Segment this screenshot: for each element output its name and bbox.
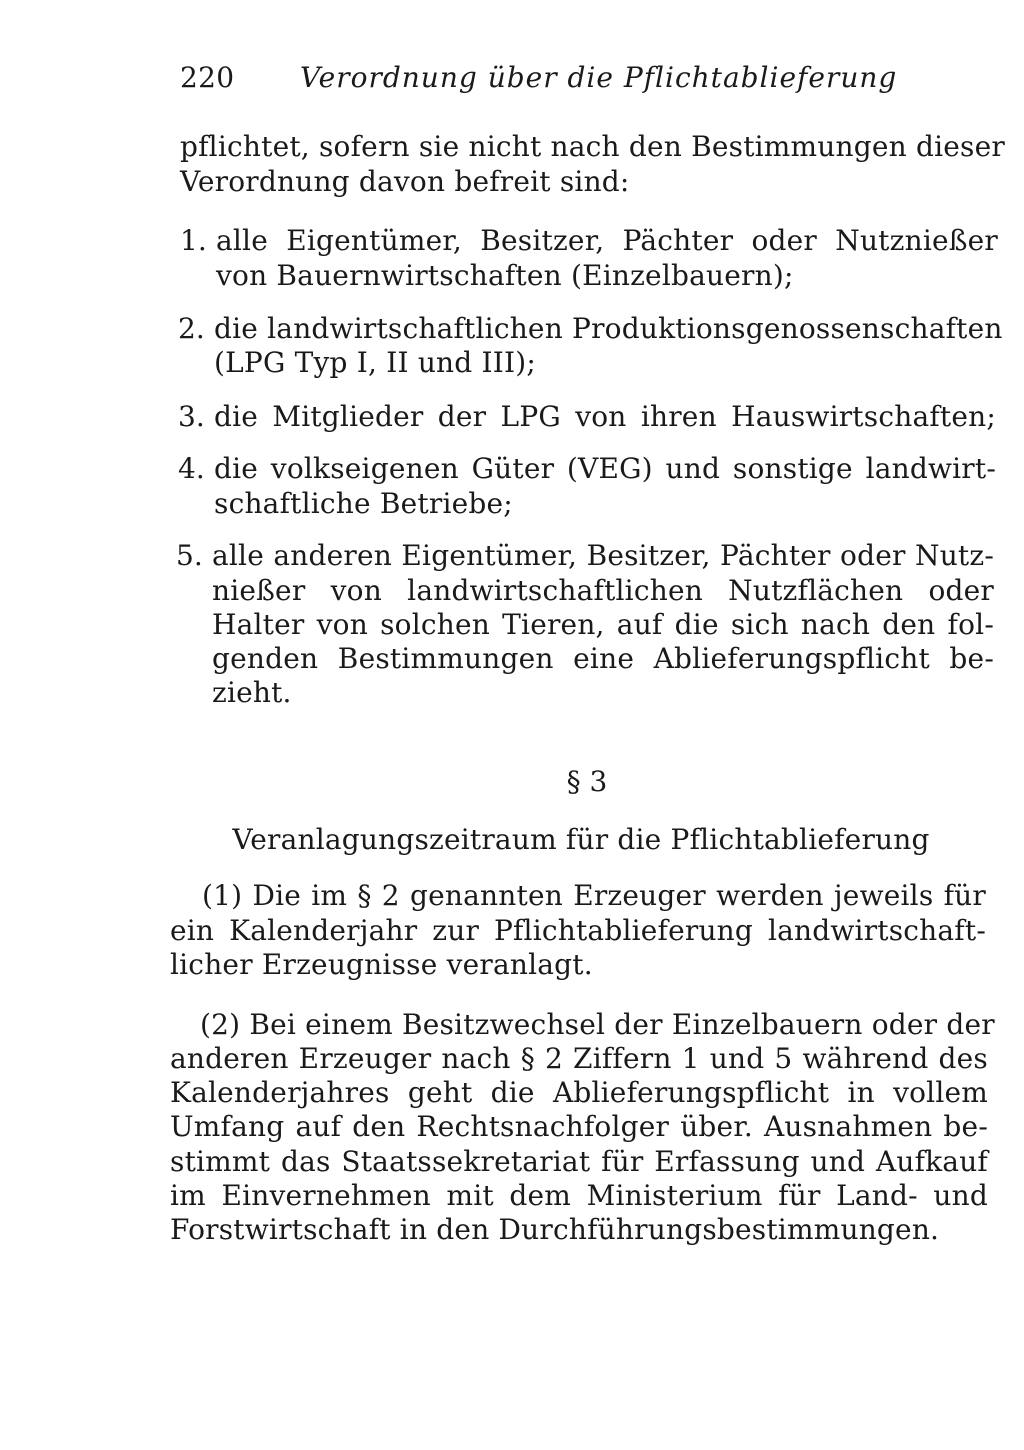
list-item-line: Halter von solchen Tieren, auf die sich nach den fol- xyxy=(212,608,994,641)
paragraph-line: Forstwirtschaft in den Durchführungsbestimmungen. xyxy=(170,1213,940,1246)
paragraph-line: Kalenderjahres geht die Ablieferungspflicht in vollem xyxy=(170,1076,988,1109)
list-item-line: (LPG Typ I, II und III); xyxy=(214,346,537,379)
list-item-line: von Bauernwirtschaften (Einzelbauern); xyxy=(216,259,794,292)
list-item-line: die Mitglieder der LPG von ihren Hauswirtschaften; xyxy=(214,400,996,433)
list-item-number: 4. xyxy=(178,452,205,485)
page-number: 220 xyxy=(180,61,235,94)
running-head xyxy=(180,56,900,100)
section-mark: § 3 xyxy=(566,765,608,798)
paragraph-line: ein Kalenderjahr zur Pflichtablieferung landwirtschaft- xyxy=(170,914,986,947)
intro-line: pflichtet, sofern sie nicht nach den Bestimmungen dieser xyxy=(180,130,1005,163)
list-item-number: 3. xyxy=(178,400,205,433)
paragraph-line: stimmt das Staatssekretariat für Erfassung und Aufkauf xyxy=(170,1145,988,1178)
list-item-line: die landwirtschaftlichen Produktionsgenossenschaften xyxy=(214,312,1003,345)
paragraph-line: im Einvernehmen mit dem Ministerium für Land- und xyxy=(170,1179,988,1212)
list-item-number: 2. xyxy=(178,312,205,345)
list-item-line: genden Bestimmungen eine Ablieferungspflicht be- xyxy=(212,642,994,675)
list-item-number: 5. xyxy=(176,539,203,572)
section-heading: Veranlagungszeitraum für die Pflichtablieferung xyxy=(232,823,930,856)
list-item-line: alle anderen Eigentümer, Besitzer, Pächter oder Nutz- xyxy=(212,539,994,572)
list-item-line: alle Eigentümer, Besitzer, Pächter oder Nutznießer xyxy=(216,224,998,257)
paragraph-line: (2) Bei einem Besitzwechsel der Einzelbauern oder der xyxy=(200,1008,995,1041)
paragraph-line: licher Erzeugnisse veranlagt. xyxy=(170,948,593,981)
paragraph-line: (1) Die im § 2 genannten Erzeuger werden jeweils für xyxy=(202,879,986,912)
list-item-number: 1. xyxy=(180,224,207,257)
paragraph-line: Umfang auf den Rechtsnachfolger über. Ausnahmen be- xyxy=(170,1110,988,1143)
list-item-line: zieht. xyxy=(212,676,292,709)
list-item-line: die volkseigenen Güter (VEG) und sonstige landwirt- xyxy=(214,452,996,485)
list-item-line: nießer von landwirtschaftlichen Nutzflächen oder xyxy=(212,574,994,607)
intro-line: Verordnung davon befreit sind: xyxy=(180,165,630,198)
running-title: Verordnung über die Pflichtablieferung xyxy=(300,61,898,94)
paragraph-line: anderen Erzeuger nach § 2 Ziffern 1 und 5 während des xyxy=(170,1042,988,1075)
list-item-line: schaftliche Betriebe; xyxy=(214,487,513,520)
